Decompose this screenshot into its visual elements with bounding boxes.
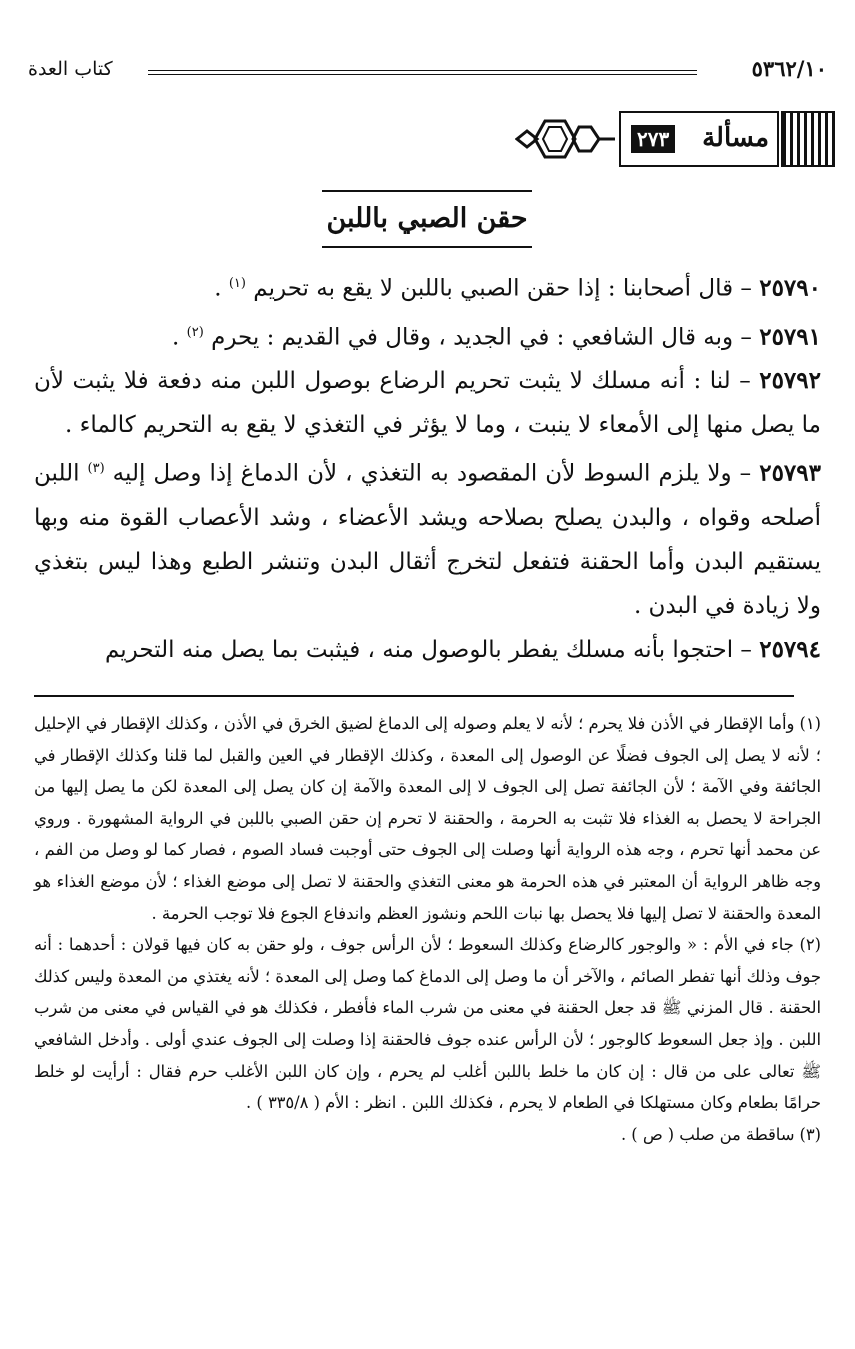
page-reference: ٥٣٦٢/١٠ <box>751 56 827 81</box>
footnote: (٢) جاء في الأم : « والوجور كالرضاع وكذلك السعوط ؛ لأن الرأس جوف ، ولو حقن به كان فيها قولان : أحدهما : أنه جوف وذلك أنها تفطر الصائم ، والآخر أن ما وصل إلى الدماغ كما وصل إلى المعدة ؛ لأنه يغتذي من المعدة وليس كذلك الحقنة . قال المزني ﷺ قد جعل الحقنة في معنى من شرب الماء فأفطر ، فكذلك هو في القياس في معنى من شرب اللبن . وإذ جعل السعوط كالوجور ؛ لأن الرأس عنده جوف فالحقنة إذا وصلت إلى الجوف عندي أولى . وأدخل الشافعي ﷺ تعالى على من قال : إن كان ما خلط باللبن أغلب لم يحرم ، وإن كان اللبن الأغلب حرم فقال : أرأيت لو خلط حرامًا بطعام وكان مستهلكا في الطعام لا يحرم ، فكذلك اللبن . انظر : الأم ( ٣٣٥/٨ ) . <box>34 935 821 1113</box>
issue-number: ٢٥٧٩٣ <box>759 459 821 487</box>
paragraph-end: . <box>172 324 187 351</box>
footnote-ref: (١) <box>228 276 246 291</box>
issue-label-box <box>619 111 779 167</box>
issue-number: ٢٧٣ <box>631 125 675 153</box>
paragraph-text: – احتجوا بأنه مسلك يفطر بالوصول منه ، فيثبت بما يصل منه التحريم <box>104 636 760 663</box>
paragraph-text: – لنا : أنه مسلك لا يثبت تحريم الرضاع بوصول اللبن منه دفعة فلا يثبت لأن ما يصل منها إلى الأمعاء لا ينبت ، وما لا يؤثر في التغذي لا يقع به التحريم كالماء . <box>34 368 821 439</box>
paragraph-text: – وبه قال الشافعي : في الجديد ، وقال في القديم : يحرم <box>203 324 760 351</box>
issue-banner <box>515 111 835 167</box>
paragraph-text: – ولا يلزم السوط لأن المقصود به التغذي ، لأن الدماغ إذا وصل إليه <box>104 460 760 487</box>
issue-label: مسألة <box>702 123 769 153</box>
paragraph <box>34 447 821 628</box>
paragraph-text: – قال أصحابنا : إذا حقن الصبي باللبن لا يقع به تحريم <box>245 275 760 302</box>
section-title-box <box>322 190 532 248</box>
barcode-ornament-icon <box>781 111 835 167</box>
issue-number: ٢٥٧٩٢ <box>759 367 821 395</box>
paragraph <box>34 628 821 672</box>
issue-number: ٢٥٧٩٠ <box>759 274 821 302</box>
footnote-ref: (٢) <box>186 324 204 340</box>
header-rule <box>148 70 697 75</box>
footnote: (٣) ساقطة من صلب ( ص ) . <box>620 1124 821 1144</box>
paragraph <box>34 311 821 360</box>
section-title: حقن الصبي باللبن <box>326 203 528 234</box>
paragraph <box>34 262 821 311</box>
footnote-divider <box>34 695 794 697</box>
issue-number: ٢٥٧٩١ <box>759 323 821 351</box>
running-header <box>28 56 827 88</box>
footnotes <box>34 708 821 1150</box>
paragraph-end: . <box>214 275 229 302</box>
issue-number: ٢٥٧٩٤ <box>759 635 821 663</box>
main-text <box>34 262 821 672</box>
footnote-ref: (٣) <box>87 461 105 477</box>
paragraph <box>34 359 821 447</box>
footnote: (١) وأما الإقطار في الأذن فلا يحرم ؛ لأنه لا يعلم وصوله إلى الدماغ لضيق الخرق في الأذن ، وكذلك الإقطار في الإحليل ؛ لأنه لا يصل إلى الجوف فضلًا عن الوصول إلى المعدة ، وكذلك الإقطار في العين والقبل لما قلنا وكذلك الإقطار في الجائفة وفي الآمة ؛ لأن الجائفة تصل إلى الجوف لا إلى المعدة والآمة إن كان يصل إلى المعدة لكن ما يصل إليها من الجراحة لا يحصل به الغذاء فلا تثبت به الحرمة ، والحقنة لا تحرم إن حقن الصبي باللبن في الرواية المشهورة . وروي عن محمد أنها تحرم ، وجه هذه الرواية أنها وصلت إلى الجوف حتى أوجبت فساد الصوم ، فصار كما لو وصل من الفم ، وجه ظاهر الرواية أن المعتبر في هذه الحرمة هو معنى التغذي والحقنة لا تصل إلى موضع الغذاء ؛ لأن موضع الغذاء هو المعدة والحقنة لا تصل إليها فلا يحصل بها نبات اللحم ونشوز العظم واندفاع الجوع فلا توجب الحرمة . <box>34 714 821 923</box>
paragraph-end: اللبن أصلحه وقواه ، والبدن يصلح بصلاحه ويشد الأعضاء ، وشد الأعصاب القوة منه وبها يستقيم البدن وأما الحقنة فتفعل لتخرج أثقال البدن وتنشر الطبع وهذا ليس بتغذي ولا زيادة في البدن . <box>34 460 821 619</box>
geometric-ornament-icon <box>515 117 615 161</box>
book-title: كتاب العدة <box>28 58 113 80</box>
